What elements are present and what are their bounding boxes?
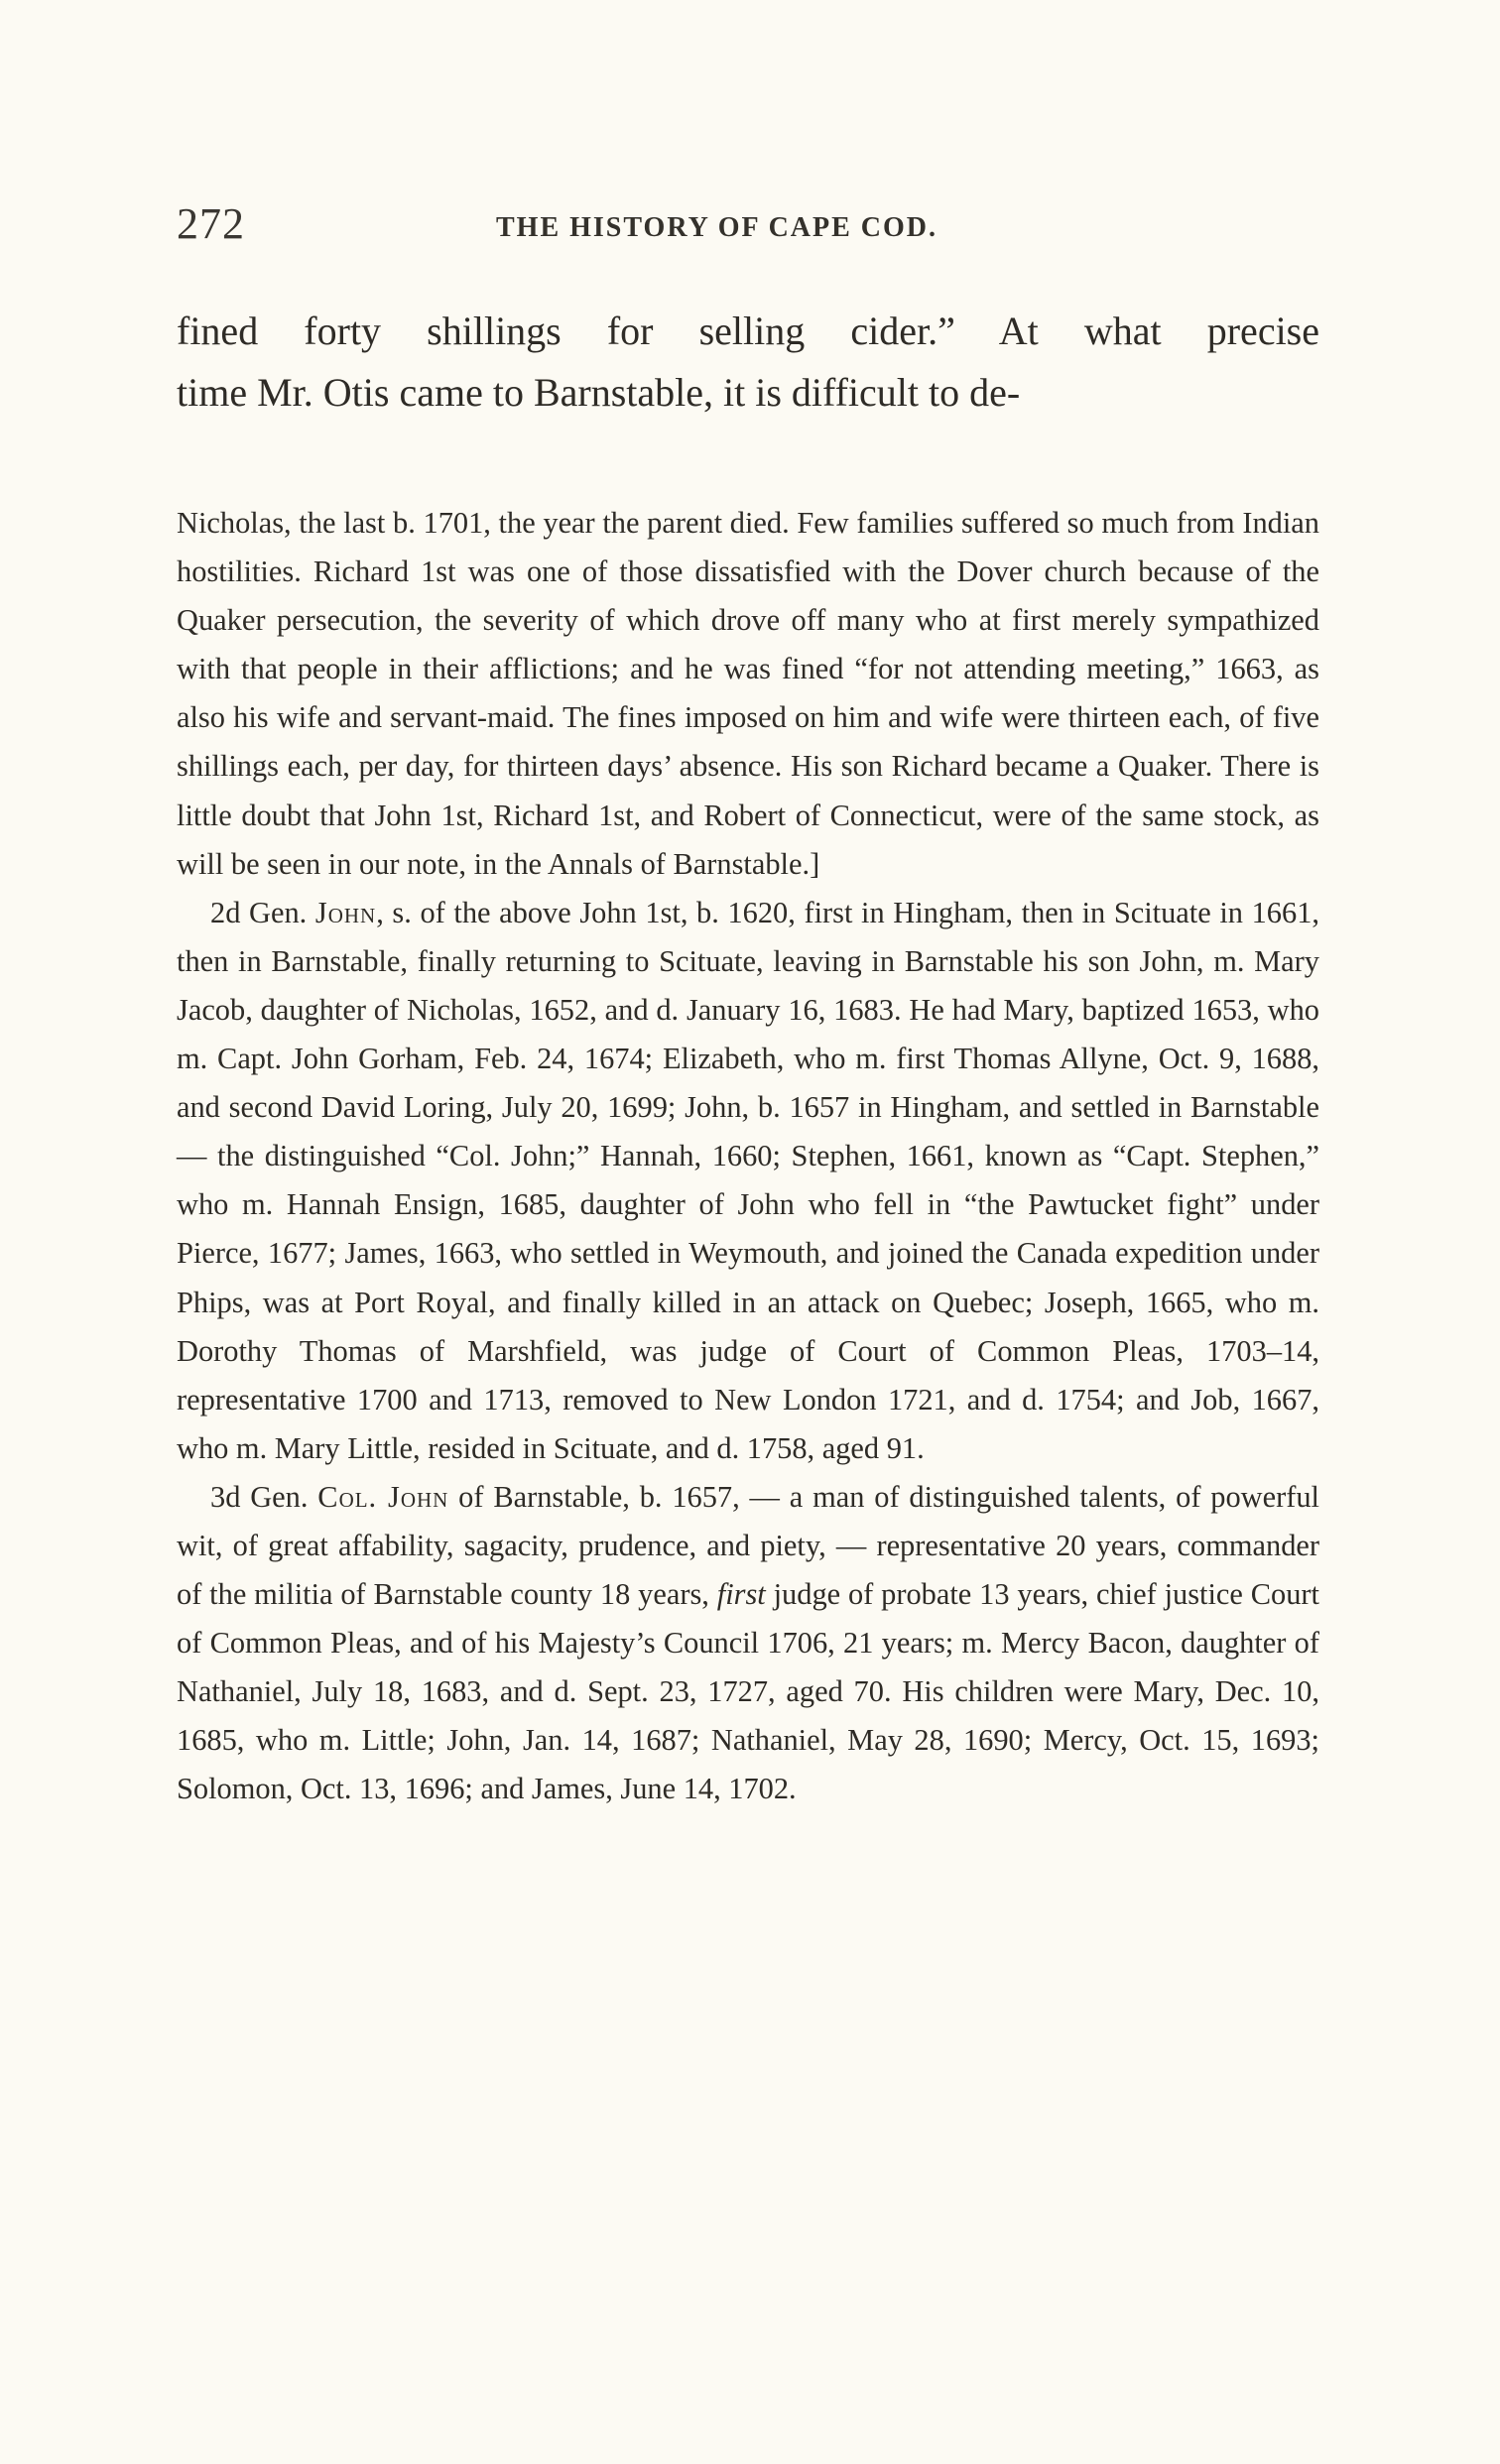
footnote-paragraph: Nicholas, the last b. 1701, the year the parent died. Few families suffered so much from Indian hostilities. Richard 1st was one of those dissatisfied with the Dover church because of the Quaker persecution, the severity of which drove off many who at first merely sympathized with that people in their afflictions; and he was fined “for not attending meeting,” 1663, as also his wife and servant-maid. The fines imposed on him and wife were thirteen each, of five shillings each, per day, for thirteen days’ absence. His son Richard became a Quaker. There is little doubt that John 1st, Richard 1st, and Robert of Connecticut, were of the same stock, as will be seen in our note, in the Annals of Barnstable.] [177, 506, 1319, 881]
person-name: John [314, 895, 377, 929]
footnote-paragraph [177, 1473, 1319, 1814]
paragraph-text: of Barnstable, b. 1657, — a man of distinguished talents, of powerful wit, of great affability, sagacity, prudence, and piety, — representative 20 years, commander of the militia of Barnstable county 18 years, [177, 1479, 1319, 1612]
generation-label: 3d Gen. [210, 1479, 318, 1514]
page-header [0, 198, 1500, 258]
footnotes [177, 499, 1319, 1814]
footnote-paragraph [177, 889, 1319, 1473]
main-text [177, 301, 1319, 424]
generation-label: 2d Gen. [210, 895, 315, 929]
running-title: THE HISTORY OF CAPE COD. [496, 212, 938, 243]
main-text-line: fined forty shillings for selling cider.” At what precise [177, 308, 1319, 353]
paragraph-text: judge of probate 13 years, chief justice Court of Common Pleas, and of his Majesty’s Council 1706, 21 years; m. Mercy Bacon, daughter of Nathaniel, July 18, 1683, and d. Sept. 23, 1727, aged 70. His children were Mary, Dec. 10, 1685, who m. Little; John, Jan. 14, 1687; Nathaniel, May 28, 1690; Mercy, Oct. 15, 1693; Solomon, Oct. 13, 1696; and James, June 14, 1702. [177, 1577, 1319, 1806]
main-text-line: time Mr. Otis came to Barnstable, it is difficult to de- [177, 370, 1021, 415]
page-number: 272 [177, 199, 245, 248]
person-name: Col. John [317, 1479, 449, 1514]
emphasis-text: first [716, 1577, 766, 1612]
paragraph-text: , s. of the above John 1st, b. 1620, first in Hingham, then in Scituate in 1661, then in Barnstable, finally returning to Scituate, leaving in Barnstable his son John, m. Mary Jacob, daughter of Nicholas, 1652, and d. January 16, 1683. He had Mary, baptized 1653, who m. Capt. John Gorham, Feb. 24, 1674; Elizabeth, who m. first Thomas Allyne, Oct. 9, 1688, and second David Loring, July 20, 1699; John, b. 1657 in Hingham, and settled in Barnstable — the distinguished “Col. John;” Hannah, 1660; Stephen, 1661, known as “Capt. Stephen,” who m. Hannah Ensign, 1685, daughter of John who fell in “the Pawtucket fight” under Pierce, 1677; James, 1663, who settled in Weymouth, and joined the Canada expedition under Phips, was at Port Royal, and finally killed in an attack on Quebec; Joseph, 1665, who m. Dorothy Thomas of Marshfield, was judge of Court of Common Pleas, 1703–14, representative 1700 and 1713, removed to New London 1721, and d. 1754; and Job, 1667, who m. Mary Little, resided in Scituate, and d. 1758, aged 91. [177, 895, 1319, 1465]
